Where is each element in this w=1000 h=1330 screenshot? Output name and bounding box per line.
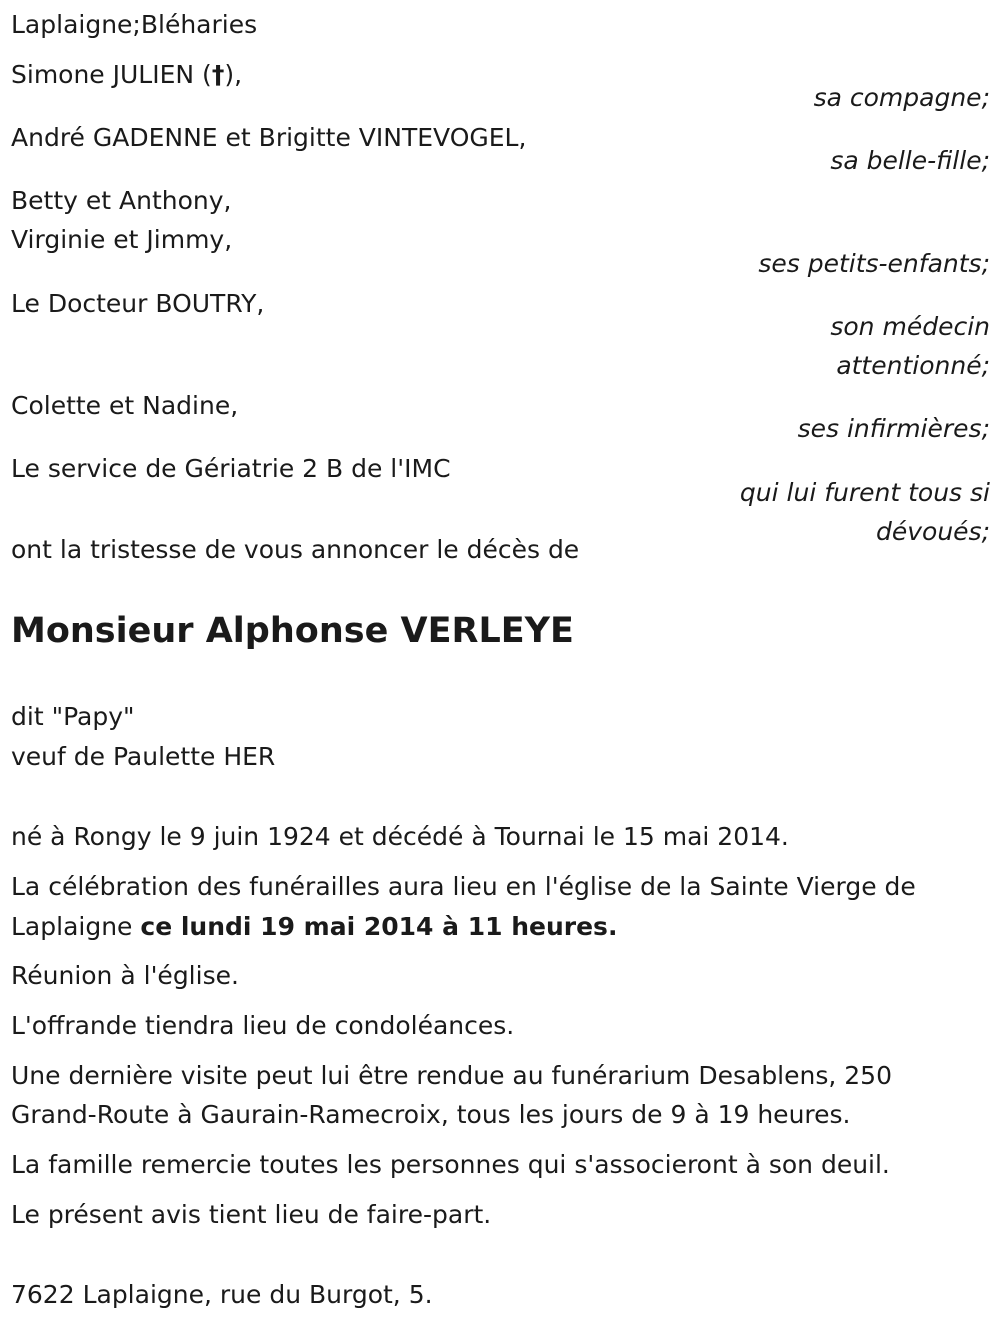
family-role-service-1: qui lui furent tous si (739, 478, 990, 507)
thanks: La famille remercie toutes les personnes qui s'associeront à son deuil. (11, 1150, 890, 1179)
family-role-companion: sa compagne; (813, 83, 990, 112)
location-header: Laplaigne;Bléharies (11, 10, 258, 39)
family-member-doctor: Le Docteur BOUTRY, (11, 289, 265, 318)
funeral-place: Laplaigne (11, 912, 141, 941)
family-member-nurses: Colette et Nadine, (11, 391, 239, 420)
notice: Le présent avis tient lieu de faire-part. (11, 1200, 492, 1229)
address: 7622 Laplaigne, rue du Burgot, 5. (11, 1280, 433, 1309)
visit-line-1: Une dernière visite peut lui être rendue au funérarium Desablens, 250 (11, 1061, 892, 1090)
family-role-doctor-2: attentionné; (836, 351, 990, 380)
family-member-name: Simone JULIEN ( (11, 60, 212, 89)
family-member-suffix: ), (224, 60, 243, 89)
family-member-geriatric-service: Le service de Gériatrie 2 B de l'IMC (11, 454, 451, 483)
meeting: Réunion à l'église. (11, 961, 239, 990)
announcement: ont la tristesse de vous annoncer le décès de (11, 535, 580, 564)
family-role-service-2: dévoués; (875, 517, 990, 546)
widower: veuf de Paulette HER (11, 742, 276, 771)
birth-death: né à Rongy le 9 juin 1924 et décédé à Tournai le 15 mai 2014. (11, 822, 789, 851)
family-member-grandchildren-2: Virginie et Jimmy, (11, 225, 233, 254)
cross-icon: † (211, 60, 225, 89)
family-role-nurses: ses infirmières; (797, 414, 990, 443)
funeral-date: ce lundi 19 mai 2014 à 11 heures. (140, 912, 618, 941)
nickname: dit "Papy" (11, 702, 135, 731)
family-role-doctor-1: son médecin (830, 312, 990, 341)
offering: L'offrande tiendra lieu de condoléances. (11, 1011, 515, 1040)
family-member-companion (11, 60, 242, 90)
funeral-line-2 (11, 912, 617, 942)
family-member-grandchildren-1: Betty et Anthony, (11, 186, 232, 215)
visit-line-2: Grand-Route à Gaurain-Ramecroix, tous les jours de 9 à 19 heures. (11, 1100, 851, 1129)
family-role-grandchildren: ses petits-enfants; (758, 249, 990, 278)
deceased-name: Monsieur Alphonse VERLEYE (11, 611, 574, 651)
funeral-line-1: La célébration des funérailles aura lieu en l'église de la Sainte Vierge de (11, 872, 916, 901)
family-role-daughter-in-law: sa belle-fille; (830, 146, 990, 175)
family-member-daughter-in-law: André GADENNE et Brigitte VINTEVOGEL, (11, 123, 527, 152)
